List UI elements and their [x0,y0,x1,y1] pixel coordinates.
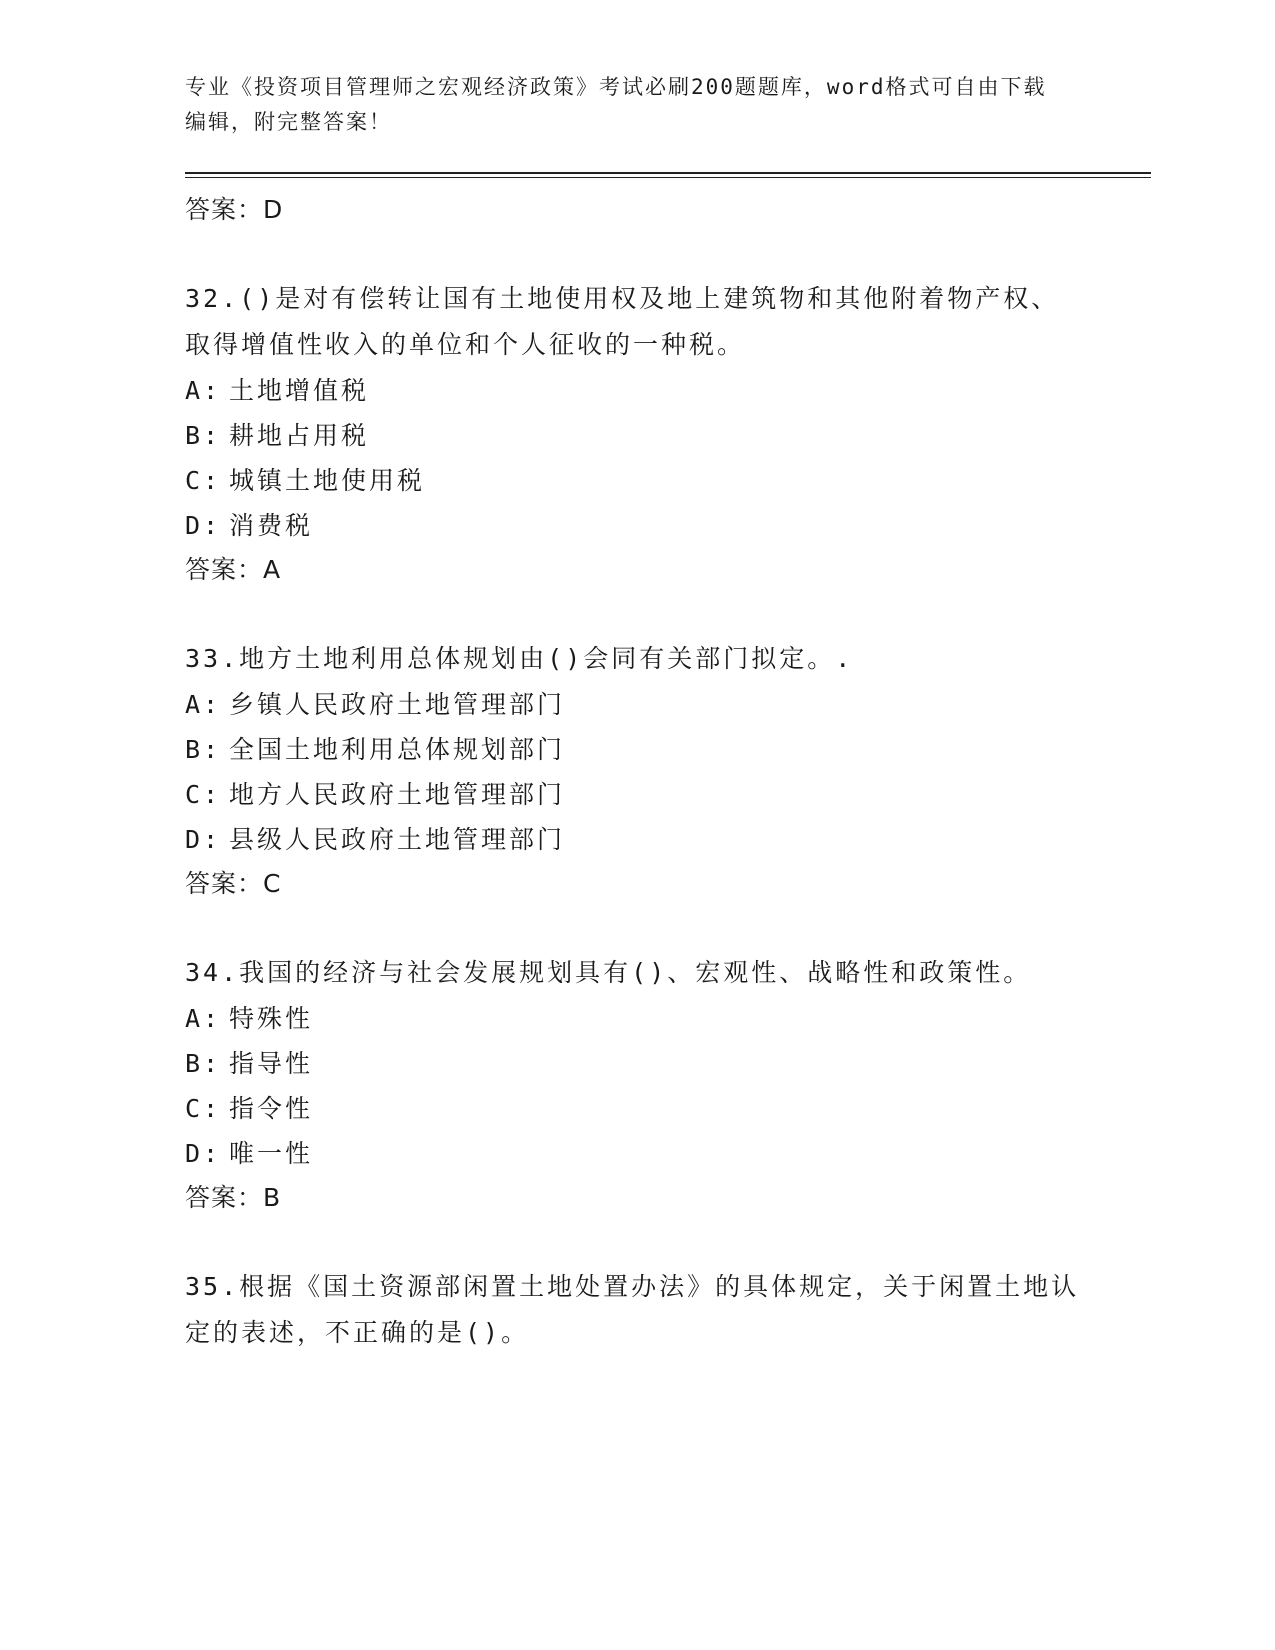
option-c [185,772,1145,817]
option-key: D: [185,1139,222,1168]
question-35 [185,1264,1145,1356]
option-text: 城镇土地使用税 [229,466,426,495]
answer-line: 答案：C [185,869,282,898]
question-34 [185,950,1145,1220]
option-text: 消费税 [229,511,314,540]
option-a [185,368,1145,413]
question-stem: 34.我国的经济与社会发展规划具有()、宏观性、战略性和政策性。 [185,958,1032,987]
option-key: D: [185,825,222,854]
option-key: A: [185,690,222,719]
option-text: 唯一性 [229,1139,314,1168]
option-text: 耕地占用税 [229,421,370,450]
option-key: C: [185,1094,222,1123]
option-b [185,413,1145,458]
question-33 [185,636,1145,906]
document-header: 专业《投资项目管理师之宏观经济政策》考试必刷200题题库，word格式可自由下载编辑，附完整答案！ [185,75,1047,134]
option-text: 地方人民政府土地管理部门 [229,780,566,809]
option-d [185,1131,1145,1176]
option-key: A: [185,1004,222,1033]
option-key: C: [185,780,222,809]
option-d [185,503,1145,548]
option-key: A: [185,376,222,405]
option-key: B: [185,421,222,450]
option-a [185,996,1145,1041]
question-stem: 32.()是对有偿转让国有土地使用权及地上建筑物和其他附着物产权、取得增值性收入的单位和个人征收的一种税。 [185,284,1060,359]
question-stem: 35.根据《国土资源部闲置土地处置办法》的具体规定，关于闲置土地认定的表述，不正确的是()。 [185,1272,1080,1347]
question-stem: 33.地方土地利用总体规划由()会同有关部门拟定。. [185,644,854,673]
option-text: 全国土地利用总体规划部门 [229,735,566,764]
option-d [185,817,1145,862]
option-text: 指导性 [229,1049,314,1078]
question-32 [185,276,1145,592]
option-text: 指令性 [229,1094,314,1123]
option-b [185,727,1145,772]
answer-line: 答案：B [185,1183,282,1212]
option-b [185,1041,1145,1086]
answer-line: 答案：D [185,195,284,224]
document-page [185,70,1145,1356]
option-text: 特殊性 [229,1004,314,1033]
option-c [185,1086,1145,1131]
option-key: D: [185,511,222,540]
option-key: B: [185,1049,222,1078]
answer-line: 答案：A [185,555,282,584]
option-text: 乡镇人民政府土地管理部门 [229,690,566,719]
option-text: 县级人民政府土地管理部门 [229,825,566,854]
option-c [185,458,1145,503]
option-key: B: [185,735,222,764]
option-a [185,682,1145,727]
header-divider [185,172,1151,178]
option-text: 土地增值税 [229,376,370,405]
option-key: C: [185,466,222,495]
